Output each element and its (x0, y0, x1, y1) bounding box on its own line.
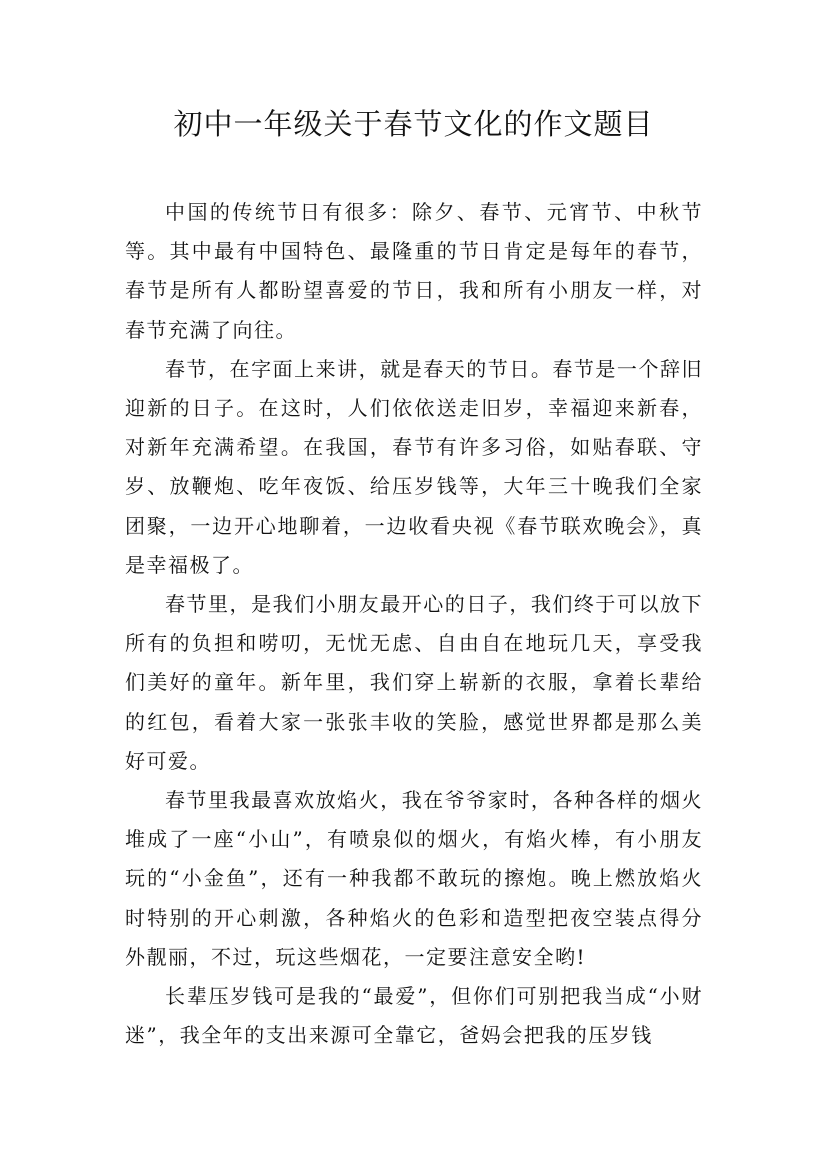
paragraph-1: 中国的传统节日有很多：除夕、春节、元宵节、中秋节等。其中最有中国特色、最隆重的节日肯定是每年的春节，春节是所有人都盼望喜爱的节日，我和所有小朋友一样，对春节充满了向往。 (125, 200, 703, 342)
paragraph-2: 春节，在字面上来讲，就是春天的节日。春节是一个辞旧迎新的日子。在这时，人们依依送走旧岁，幸福迎来新春，对新年充满希望。在我国，春节有许多习俗，如贴春联、守岁、放鞭炮、吃年夜饭、给压岁钱等，大年三十晚我们全家团聚，一边开心地聊着，一边收看央视《春节联欢晚会》，真是幸福极了。 (125, 356, 703, 577)
paragraph-3: 春节里，是我们小朋友最开心的日子，我们终于可以放下所有的负担和唠叨，无忧无虑、自由自在地玩几天，享受我们美好的童年。新年里，我们穿上崭新的衣服，拿着长辈给的红包，看着大家一张张丰收的笑脸，感觉世界都是那么美好可爱。 (125, 592, 703, 773)
document-body (125, 193, 703, 1055)
document-title: 初中一年级关于春节文化的作文题目 (173, 107, 654, 141)
paragraph-5: 长辈压岁钱可是我的“最爱”，但你们可别把我当成“小财迷”，我全年的支出来源可全靠它，爸妈会把我的压岁钱 (125, 984, 703, 1048)
paragraph-4: 春节里我最喜欢放焰火，我在爷爷家时，各种各样的烟火堆成了一座“小山”，有喷泉似的烟火，有焰火棒，有小朋友玩的“小金鱼”，还有一种我都不敢玩的擦炮。晚上燃放焰火时特别的开心刺激，各种焰火的色彩和造型把夜空装点得分外靓丽，不过，玩这些烟花，一定要注意安全哟! (125, 788, 703, 969)
